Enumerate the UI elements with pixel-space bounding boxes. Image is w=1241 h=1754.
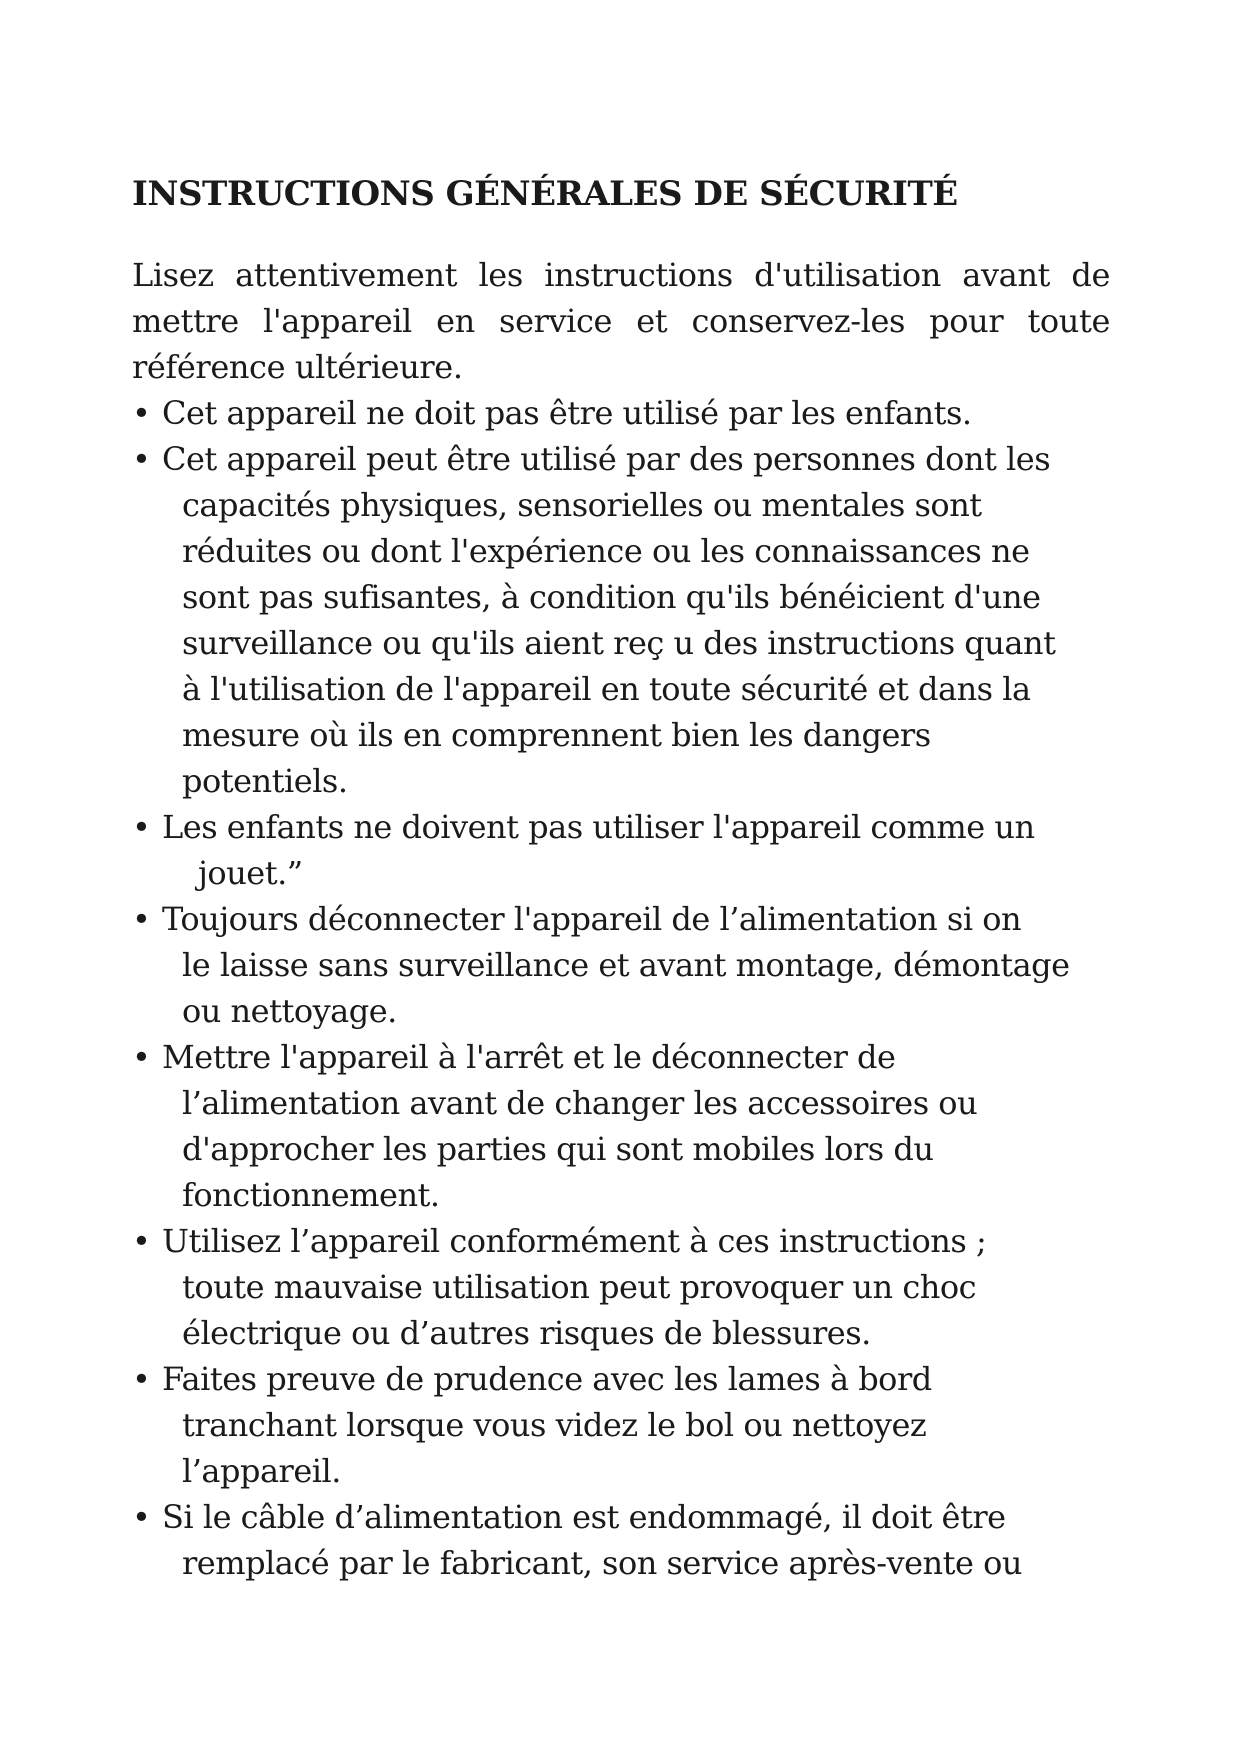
list-item-line: le laisse sans surveillance et avant montage, démontage — [182, 946, 1070, 984]
bullet-icon: • — [132, 900, 151, 938]
list-item-line: à l'utilisation de l'appareil en toute sécurité et dans la — [182, 670, 1031, 708]
list-item-line: réduites ou dont l'expérience ou les connaissances ne — [182, 532, 1030, 570]
list-item-line: Utilisez l’appareil conformément à ces instructions ; — [162, 1222, 987, 1260]
list-item — [132, 1034, 1112, 1218]
bullet-icon: • — [132, 1498, 151, 1536]
list-item-line: électrique ou d’autres risques de blessures. — [182, 1314, 871, 1352]
bullet-icon: • — [132, 808, 151, 846]
list-item-line: Faites preuve de prudence avec les lames à bord — [162, 1360, 932, 1398]
list-item-line: Si le câble d’alimentation est endommagé, il doit être — [162, 1498, 1006, 1536]
list-item — [132, 436, 1112, 804]
instructions-body — [132, 252, 1112, 1586]
list-item-line: ou nettoyage. — [182, 992, 397, 1030]
intro-paragraph: Lisez attentivement les instructions d'utilisation avant de mettre l'appareil en service et conservez-les pour toute référence ultérieure. — [132, 256, 1110, 386]
list-item-line: Les enfants ne doivent pas utiliser l'appareil comme un — [162, 808, 1035, 846]
list-item-line: Cet appareil peut être utilisé par des personnes dont les — [162, 440, 1051, 478]
bullet-icon: • — [132, 1222, 151, 1260]
list-item-line: Mettre l'appareil à l'arrêt et le déconnecter de — [162, 1038, 896, 1076]
list-item — [132, 804, 1112, 896]
list-item-line: l’appareil. — [182, 1452, 341, 1490]
safety-list — [132, 390, 1112, 1586]
list-item-line: capacités physiques, sensorielles ou mentales sont — [182, 486, 982, 524]
list-item — [132, 1494, 1112, 1586]
list-item-line: potentiels. — [182, 762, 348, 800]
list-item-line: tranchant lorsque vous videz le bol ou nettoyez — [182, 1406, 927, 1444]
bullet-icon: • — [132, 440, 151, 478]
list-item-line: l’alimentation avant de changer les accessoires ou — [182, 1084, 978, 1122]
page-title: INSTRUCTIONS GÉNÉRALES DE SÉCURITÉ — [132, 174, 958, 214]
list-item-line: jouet.” — [198, 854, 303, 892]
list-item-line: surveillance ou qu'ils aient reç u des instructions quant — [182, 624, 1056, 662]
list-item-line: sont pas sufisantes, à condition qu'ils bénéicient d'une — [182, 578, 1041, 616]
list-item-line: Cet appareil ne doit pas être utilisé par les enfants. — [162, 394, 972, 432]
list-item-line: remplacé par le fabricant, son service après-vente ou — [182, 1544, 1022, 1582]
list-item-line: fonctionnement. — [182, 1176, 440, 1214]
list-item — [132, 390, 1112, 436]
list-item-line: d'approcher les parties qui sont mobiles lors du — [182, 1130, 934, 1168]
list-item — [132, 1218, 1112, 1356]
bullet-icon: • — [132, 1360, 151, 1398]
bullet-icon: • — [132, 1038, 151, 1076]
list-item-line: Toujours déconnecter l'appareil de l’alimentation si on — [162, 900, 1022, 938]
list-item — [132, 896, 1112, 1034]
list-item — [132, 1356, 1112, 1494]
list-item-line: mesure où ils en comprennent bien les dangers — [182, 716, 931, 754]
list-item-line: toute mauvaise utilisation peut provoquer un choc — [182, 1268, 977, 1306]
bullet-icon: • — [132, 394, 151, 432]
